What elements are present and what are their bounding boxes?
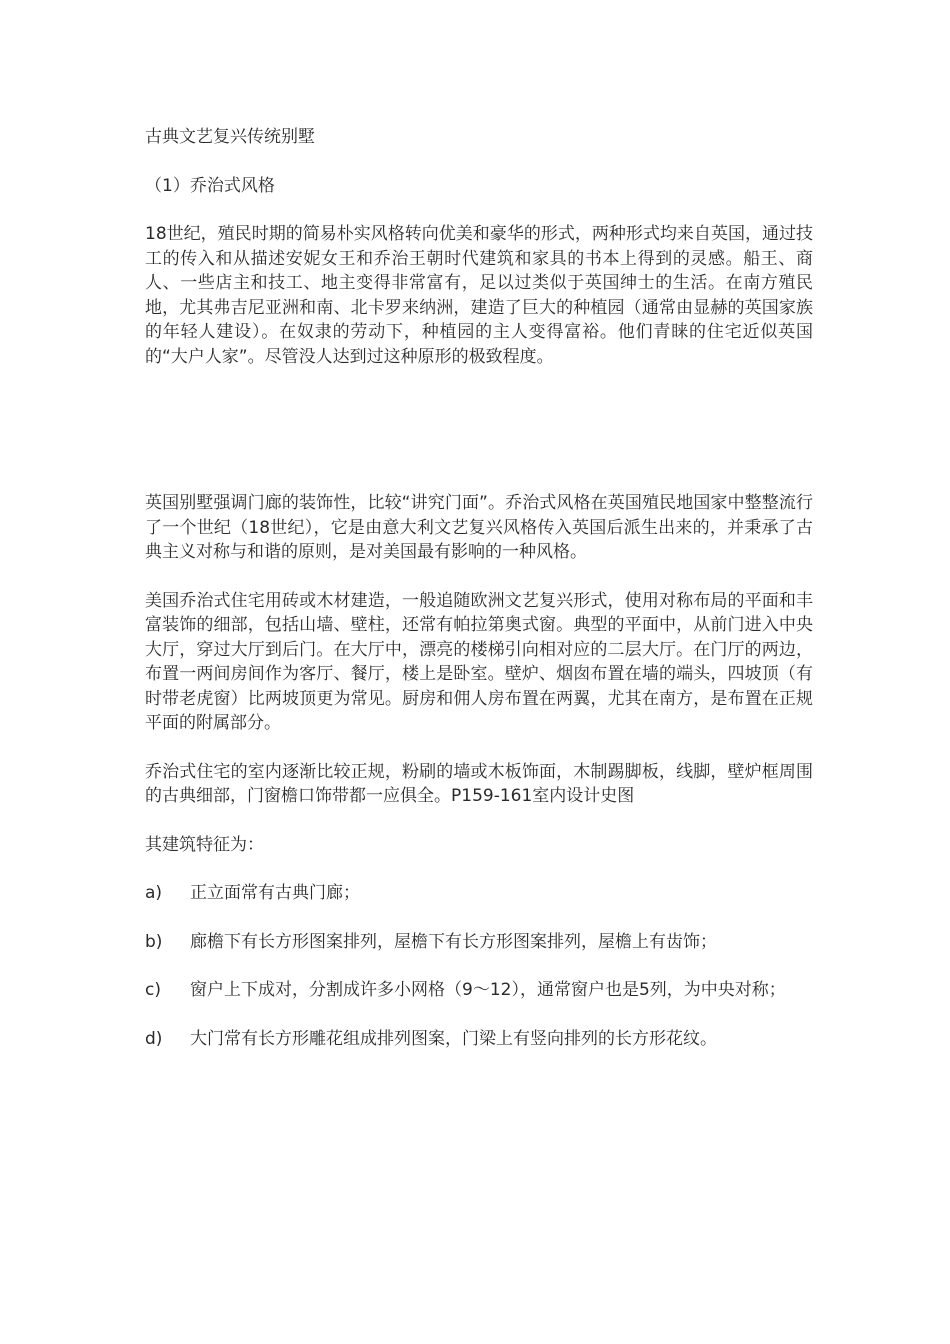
list-marker: c)	[145, 980, 161, 1000]
list-text: 窗户上下成对，分割成许多小网格（9～12），通常窗户也是5列，为中央对称；	[190, 980, 786, 1000]
paragraph-interior: 乔治式住宅的室内逐渐比较正规，粉刷的墙或木板饰面，木制踢脚板，线脚，壁炉框周围的古典细部，门窗檐口饰带都一应俱全。P159-161室内设计史图	[145, 761, 813, 806]
paragraph-intro: 18世纪，殖民时期的简易朴实风格转向优美和豪华的形式，两种形式均来自英国，通过技工的传入和从描述安妮女王和乔治王朝时代建筑和家具的书本上得到的灵感。船王、商人、一些店主和技工、地主变得非常富有，足以过类似于英国绅士的生活。在南方殖民地，尤其弗吉尼亚洲和南、北卡罗来纳洲，建造了巨大的种植园（通常由显赫的英国家族的年轻人建设）。在奴隶的劳动下，种植园的主人变得富裕。他们青睐的住宅近似英国的“大户人家”。尽管没人达到过这种原形的极致程度。	[145, 224, 813, 367]
document-body	[145, 125, 813, 1051]
list-marker: d)	[145, 1028, 163, 1049]
list-text: 廊檐下有长方形图案排列，屋檐下有长方形图案排列，屋檐上有齿饰；	[190, 931, 717, 952]
paragraph-american-georgian: 美国乔治式住宅用砖或木材建造，一般追随欧洲文艺复兴形式，使用对称布局的平面和丰富装饰的细部，包括山墙、壁柱，还常有帕拉第奥式窗。典型的平面中，从前门进入中央大厅，穿过大厅到后门。在大厅中，漂亮的楼梯引向相对应的二层大厅。在门厅的两边，布置一两间房间作为客厅、餐厅，楼上是卧室。壁炉、烟囱布置在墙的端头，四坡顶（有时带老虎窗）比两坡顶更为常见。厨房和佣人房布置在两翼，尤其在南方，是布置在正规平面的附属部分。	[145, 590, 813, 733]
list-text: 大门常有长方形雕花组成排列图案，门梁上有竖向排列的长方形花纹。	[190, 1028, 717, 1049]
document-subtitle: （1）乔治式风格	[145, 175, 275, 196]
paragraph-features-heading: 其建筑特征为：	[145, 834, 264, 855]
paragraph-english-villa: 英国别墅强调门廊的装饰性，比较“讲究门面”。乔治式风格在英国殖民地国家中整整流行了一个世纪（18世纪），它是由意大利文艺复兴风格传入英国后派生出来的，并秉承了古典主义对称与和谐的原则，是对美国最有影响的一种风格。	[145, 493, 813, 562]
list-text: 正立面常有古典门廊；	[190, 883, 360, 903]
list-marker: a)	[145, 883, 163, 903]
list-item	[145, 978, 813, 1003]
list-marker: b)	[145, 931, 163, 952]
document-title: 古典文艺复兴传统别墅	[145, 127, 315, 147]
list-item	[145, 1027, 813, 1052]
list-item	[145, 930, 813, 955]
list-item	[145, 881, 813, 906]
